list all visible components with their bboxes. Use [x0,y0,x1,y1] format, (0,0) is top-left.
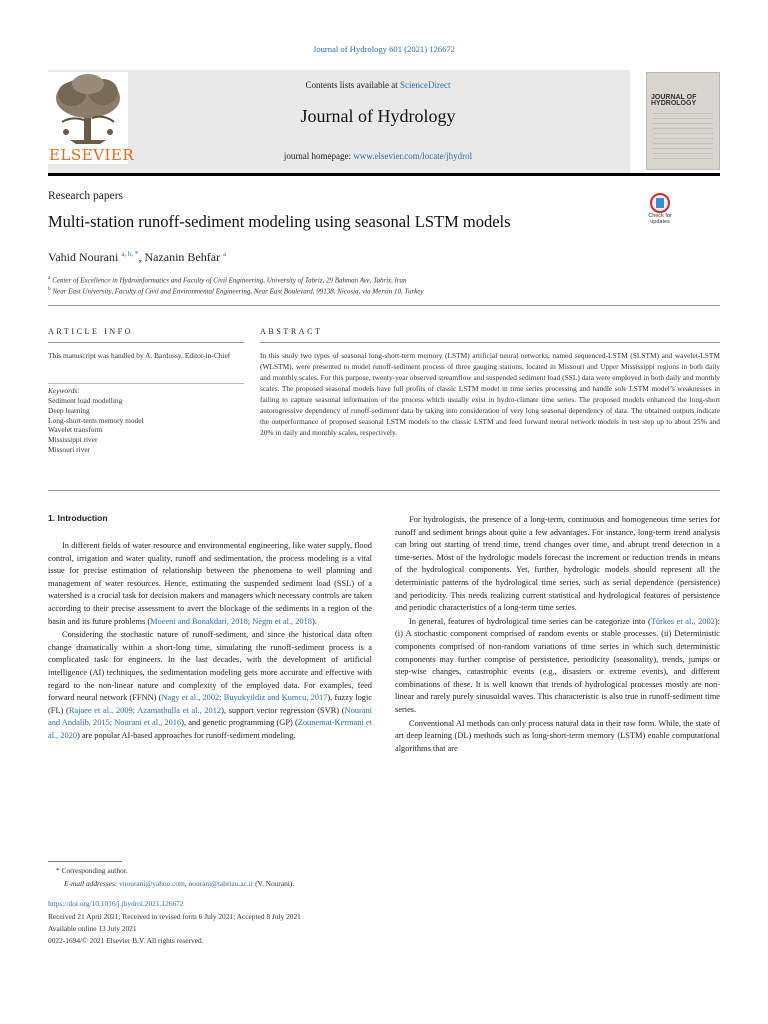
email-link[interactable]: vnourani@yahoo.com [119,879,185,888]
paragraph-text: In different fields of water resource and environmental engineering, like water supply, flood control, irrigation and water quality, runoff and sedimentation, the process modeling is a vital issue for precise estimation of relationship between the phenomena to well planning and management of water resources. Hence, estimating the suspended sediment load (SSL) of a watershed is a crucial task for decision makers and managers which necessary controls are taken according to their precise assessment to avert the blockage of the sediments in a region of the basin and its future problems ( [48,541,372,626]
citation-link[interactable]: Nourani and Andalib, 2015; Nourani et al., 2016 [48,705,372,728]
affiliation [48,275,407,284]
paragraph-text: ), support vector regression (SVR) ( [221,705,345,715]
cover-title: JOURNAL OF HYDROLOGY [651,94,697,107]
paragraph: Conventional AI methods can only process natural data in their raw form. While, the state of art deep learning (DL) methods such as long-short-term memory (LSTM) enable computational algorithms that are [395,718,720,753]
header-rule [48,173,720,176]
section-rule [48,305,720,306]
article-info-heading: ARTICLE INFO [48,327,134,336]
paragraph [48,629,372,742]
doi-link[interactable]: https://doi.org/10.1016/j.jhydrol.2021.126672 [48,899,184,908]
abstract-text: In this study two types of seasonal long-short-term memory (LSTM) artificial neural networks, named sequenced-LSTM (SLSTM) and wavelet-LSTM (WLSTM), were presented to model runoff-sediment process of three gauging stations, located in Missouri and Upper Mississippi regions in both daily and monthly scales. For this purpose, twenty-year observed streamflow and suspended sediment load (SSL) data were employed in both daily and monthly scales. The proposed seasonal models have full profits of classic LSTM model in time series processing and handle sole LSTM model’s weaknesses in failing to capture seasonal information of the process which usually exist in hydro-climate time series. The proposed models enhanced the long-short autoregressive dependency of runoff-sediment data by taking into consideration of very long seasonal dependency of data. The obtained outputs indicate the outperformance of proposed seasonal LSTM models to the classic LSTM and feed forward neural network models in test step up to about 25% and 20% in daily and monthly scales, respectively. [260,351,720,437]
journal-cover-image [646,72,720,170]
handled-by-note: This manuscript was handled by A. Bardossy, Editor-in-Chief [48,351,231,360]
email-separator: , [184,879,189,888]
keyword-item: Sediment load modelling [48,396,123,405]
contents-prefix: Contents lists available at [305,80,400,90]
article-type: Research papers [48,190,124,202]
author-affiliation-mark[interactable]: a, b, * [121,250,139,258]
body-column-left [48,540,372,743]
author-name[interactable]: Nazanin Behfar [144,250,221,264]
email-tail: (V. Nourani). [253,879,295,888]
affiliation-text: Center of Excellence in Hydroinformatics and Faculty of Civil Engineering, University of Tabriz, 29 Bahman Ave, Tabriz, Iran [52,276,407,285]
journal-title: Journal of Hydrology [300,106,456,126]
check-for-updates-button[interactable] [645,193,675,229]
check-updates-label: Check for updates [648,213,672,225]
received-dates: Received 21 April 2021; Received in revised form 6 July 2021; Accepted 8 July 2021 [48,912,301,921]
keyword-item: Wavelet transform [48,425,103,435]
journal-homepage-link[interactable]: www.elsevier.com/locate/jhydrol [353,151,473,161]
citation-link[interactable]: Zounemat-Kermani et al., 2020 [48,718,372,740]
paragraph-text: Considering the stochastic nature of runoff-sediment, and since the historical data often change dramatically within a short-long time, simulating the runoff-sediment process is a complicated task for engineers. In the last decades, with the development of artificial intelligence (AI) techniques, the sedimentation modeling gets more accurate and effective with regard to the non-linear nature and complexity of the employed data. For examples, feed forward neural network (FFNN) ( [48,630,372,703]
email-link[interactable]: nourani@tabrizu.ac.ir [188,879,254,888]
section-rule [48,490,720,491]
elsevier-logo [48,72,135,164]
abstract-heading: ABSTRACT [260,327,323,336]
affiliation-text: Near East University, Faculty of Civil and Environmental Engineering, Near East Boulevard, 99138, Nicosia, via Mersin 10, Turkey [52,287,424,296]
paragraph-text: ) are popular AI-based approaches for runoff-sediment modeling. [77,730,296,740]
email-line [64,879,294,888]
citation-link[interactable]: Türkes et al., 2002 [650,616,715,626]
keywords-label: Keywords: [48,386,80,395]
author-list [48,250,226,265]
abstract-rule [260,342,720,343]
elsevier-wordmark: ELSEVIER [49,146,135,164]
author-affiliation-mark[interactable]: a [223,250,227,258]
elsevier-tree-icon [48,72,128,148]
author-separator: , [138,250,145,264]
journal-citation-link[interactable]: Journal of Hydrology 601 (2021) 126672 [312,44,456,54]
section-heading-introduction: 1. Introduction [48,513,108,523]
citation-link[interactable]: Nagy et al., 2002; Buyukyildiz and Kumcu, 2017 [161,693,328,703]
keywords-rule [48,383,244,384]
sciencedirect-link[interactable]: ScienceDirect [400,80,451,90]
paragraph-text: In general, features of hydrological time series can be categorize into ( [409,616,651,626]
keyword-item: Mississippi river [48,435,98,445]
citation-link[interactable]: Rajaee et al., 2009; Azamathulla et al., 2012 [68,705,222,715]
corresponding-author-note: * Corresponding author. [56,866,128,875]
paragraph-text: ). [312,616,317,626]
keyword-item: Deep learning [48,405,90,415]
keyword-item: Missouri river [48,444,91,454]
article-title: Multi-station runoff-sediment modeling using seasonal LSTM models [48,212,511,231]
article-info-rule [48,342,244,343]
affiliation-mark: a [48,275,51,281]
affiliation [48,286,424,295]
paragraph-text: ), fuzzy logic (FL) ( [48,693,373,715]
paragraph [48,540,372,628]
paragraph [395,616,720,717]
contents-available-line [128,80,628,90]
paragraph-text: ): (i) A stochastic component comprised of random events or stable processes. (ii) Deterministic components comprised of non-random variations of time series in which such deterministic components may further comprise of persistence, periodicity (seasonality), trends, jumps or step-wise changes, catastrophic events (e.g., disasters or extreme events), and different combinations of these. It is well known that trends of hydrological processes mostly are non-linear and rarely purely sinusoidal waves. This characteristic is also true in runoff-sediment time series. [395,616,720,714]
check-updates-icon [650,193,670,213]
keyword-item: Long-short-term memory model [48,415,144,425]
available-online-date: Available online 13 July 2021 [48,924,137,933]
paragraph-text: ), and genetic programming (GP) ( [181,718,298,728]
copyright-notice: 0022-1694/© 2021 Elsevier B.V. All rights reserved. [48,936,204,945]
paragraph: For hydrologists, the presence of a long-term, continuous and homogeneous time series for runoff and sediment brings about quite a few advantages. For instance, long-term trend analysis can bring out starting of trend time, trend changes over time, and abrupt trend detection in a time-series. Most of the hydrologic models forecast the increment or reduction trends in means of the hydrological components. Yet, further, hydrologic models should represent all the deterministic patterns of the hydrological time series, such as serial dependence (persistence) and periodicity. This needs realizing current statistical and hydrological features of persistence and periodic characteristics of a long-term time series. [395,515,720,613]
author-name[interactable]: Vahid Nourani [48,250,119,264]
cover-contents-lines [653,113,713,161]
journal-homepage-line [128,151,628,161]
email-label: E-mail addresses: [64,879,120,888]
footnote-rule [48,861,122,862]
keywords-list [48,396,248,455]
body-column-right [395,514,720,755]
affiliation-mark: b [48,286,51,292]
citation-link[interactable]: Moeeni and Bonakdari, 2018; Negm et al., 2018 [150,616,312,626]
homepage-prefix: journal homepage: [283,151,354,161]
